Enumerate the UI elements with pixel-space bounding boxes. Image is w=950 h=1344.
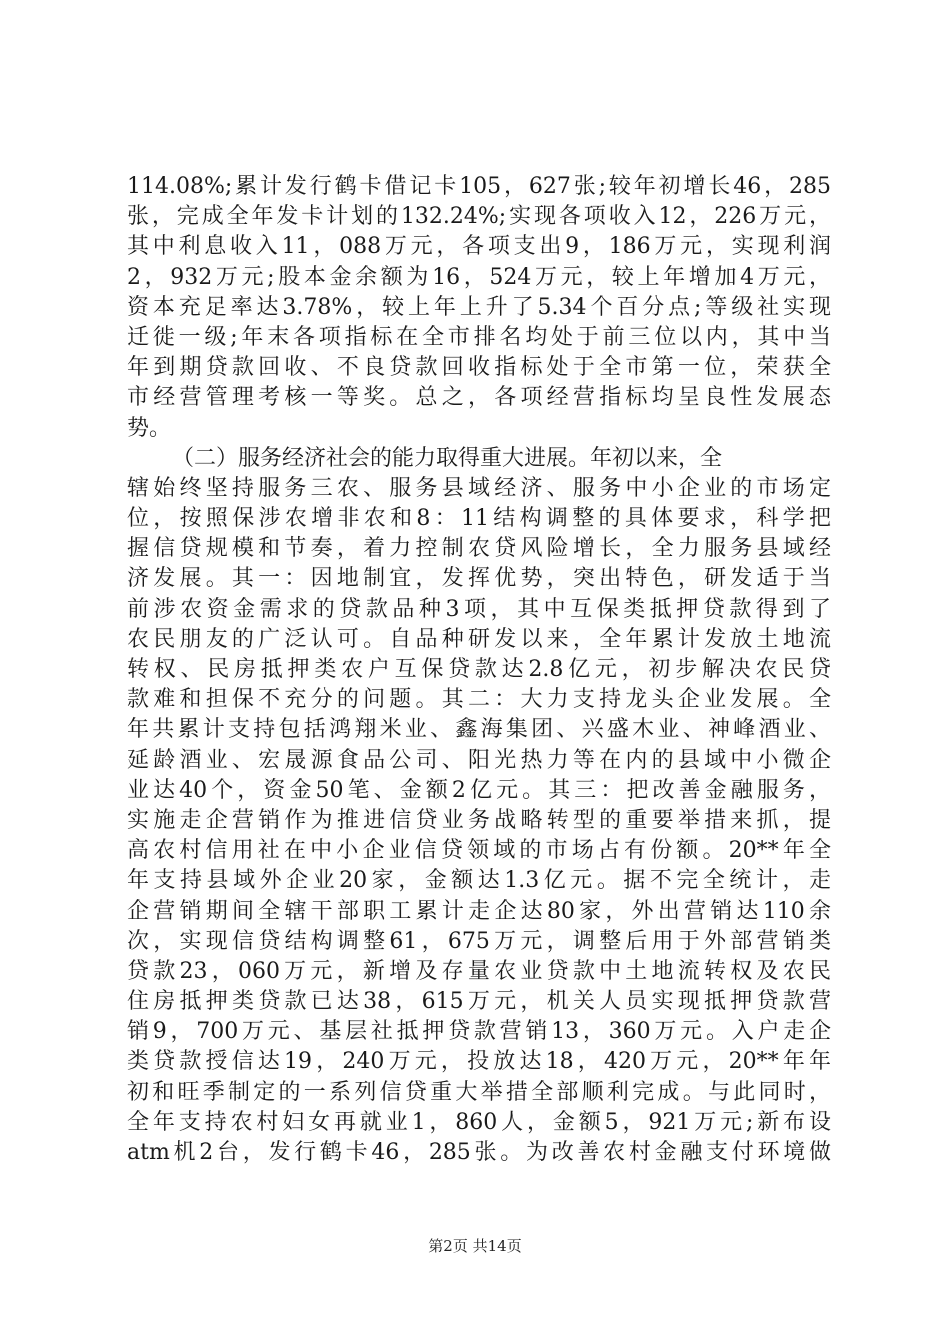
text-line: 款难和担保不充分的问题。其二：大力支持龙头企业发展。全	[127, 687, 831, 713]
text-line: 企营销期间全辖干部职工累计走企达80家，外出营销达110余	[127, 898, 831, 924]
text-line: 类贷款授信达19，240万元，投放达18，420万元，20**年年	[127, 1049, 831, 1075]
section-heading-line: （二）服务经济社会的能力取得重大进展。年初以来，全	[172, 445, 723, 471]
text-line: 次，实现信贷结构调整61，675万元，调整后用于外部营销类	[127, 928, 831, 954]
text-line: 住房抵押类贷款已达38，615万元，机关人员实现抵押贷款营	[127, 989, 831, 1015]
text-line: 初和旺季制定的一系列信贷重大举措全部顺利完成。与此同时，	[127, 1079, 831, 1105]
text-line: 济发展。其一：因地制宜，发挥优势，突出特色，研发适于当	[127, 566, 831, 592]
page-number-footer: 第2页 共14页	[428, 1237, 522, 1255]
text-line: 2，932万元;股本金余额为16，524万元，较上年增加4万元，	[127, 264, 831, 290]
text-line: 转权、民房抵押类农户互保贷款达2.8亿元，初步解决农民贷	[127, 657, 831, 682]
text-line: 延龄酒业、宏晟源食品公司、阳光热力等在内的县域中小微企	[127, 747, 831, 773]
text-line: 年到期贷款回收、不良贷款回收指标处于全市第一位，荣获全	[127, 355, 831, 381]
text-line: 农民朋友的广泛认可。自品种研发以来，全年累计发放土地流	[127, 626, 831, 652]
document-body	[127, 172, 831, 1168]
text-line: 年共累计支持包括鸿翔米业、鑫海集团、兴盛木业、神峰酒业、	[127, 717, 831, 743]
text-line: 位，按照保涉农增非农和8：11结构调整的具体要求，科学把	[127, 506, 831, 532]
text-line: 迁徙一级;年末各项指标在全市排名均处于前三位以内，其中当	[127, 324, 831, 350]
text-line: 高农村信用社在中小企业信贷领域的市场占有份额。20**年全	[127, 838, 831, 864]
text-line: 全年支持农村妇女再就业1，860人，金额5，921万元;新布设	[127, 1109, 831, 1135]
text-line: 辖始终坚持服务三农、服务县域经济、服务中小企业的市场定	[127, 475, 831, 501]
text-line: 贷款23，060万元，新增及存量农业贷款中土地流转权及农民	[127, 958, 831, 984]
text-line: 握信贷规模和节奏，着力控制农贷风险增长，全力服务县域经	[127, 536, 831, 562]
text-line: 年支持县域外企业20家，金额达1.3亿元。据不完全统计，走	[127, 868, 831, 894]
text-line: atm机2台，发行鹤卡46，285张。为改善农村金融支付环境做	[127, 1140, 831, 1165]
text-line: 张，完成全年发卡计划的132.24%;实现各项收入12，226万元，	[127, 204, 831, 230]
text-line: 其中利息收入11，088万元，各项支出9，186万元，实现利润	[127, 234, 831, 260]
text-line: 销9，700万元、基层社抵押贷款营销13，360万元。入户走企	[127, 1019, 831, 1045]
text-line: 实施走企营销作为推进信贷业务战略转型的重要举措来抓，提	[127, 807, 831, 833]
text-line: 市经营管理考核一等奖。总之，各项经营指标均呈良性发展态	[127, 385, 831, 411]
text-line: 114.08%;累计发行鹤卡借记卡105，627张;较年初增长46，285	[127, 174, 831, 199]
text-line: 业达40个，资金50笔、金额2亿元。其三：把改善金融服务，	[127, 777, 831, 803]
text-line: 前涉农资金需求的贷款品种3项，其中互保类抵押贷款得到了	[127, 596, 831, 622]
text-line: 资本充足率达3.78%，较上年上升了5.34个百分点;等级社实现	[127, 294, 831, 320]
text-line: 势。	[127, 415, 172, 441]
